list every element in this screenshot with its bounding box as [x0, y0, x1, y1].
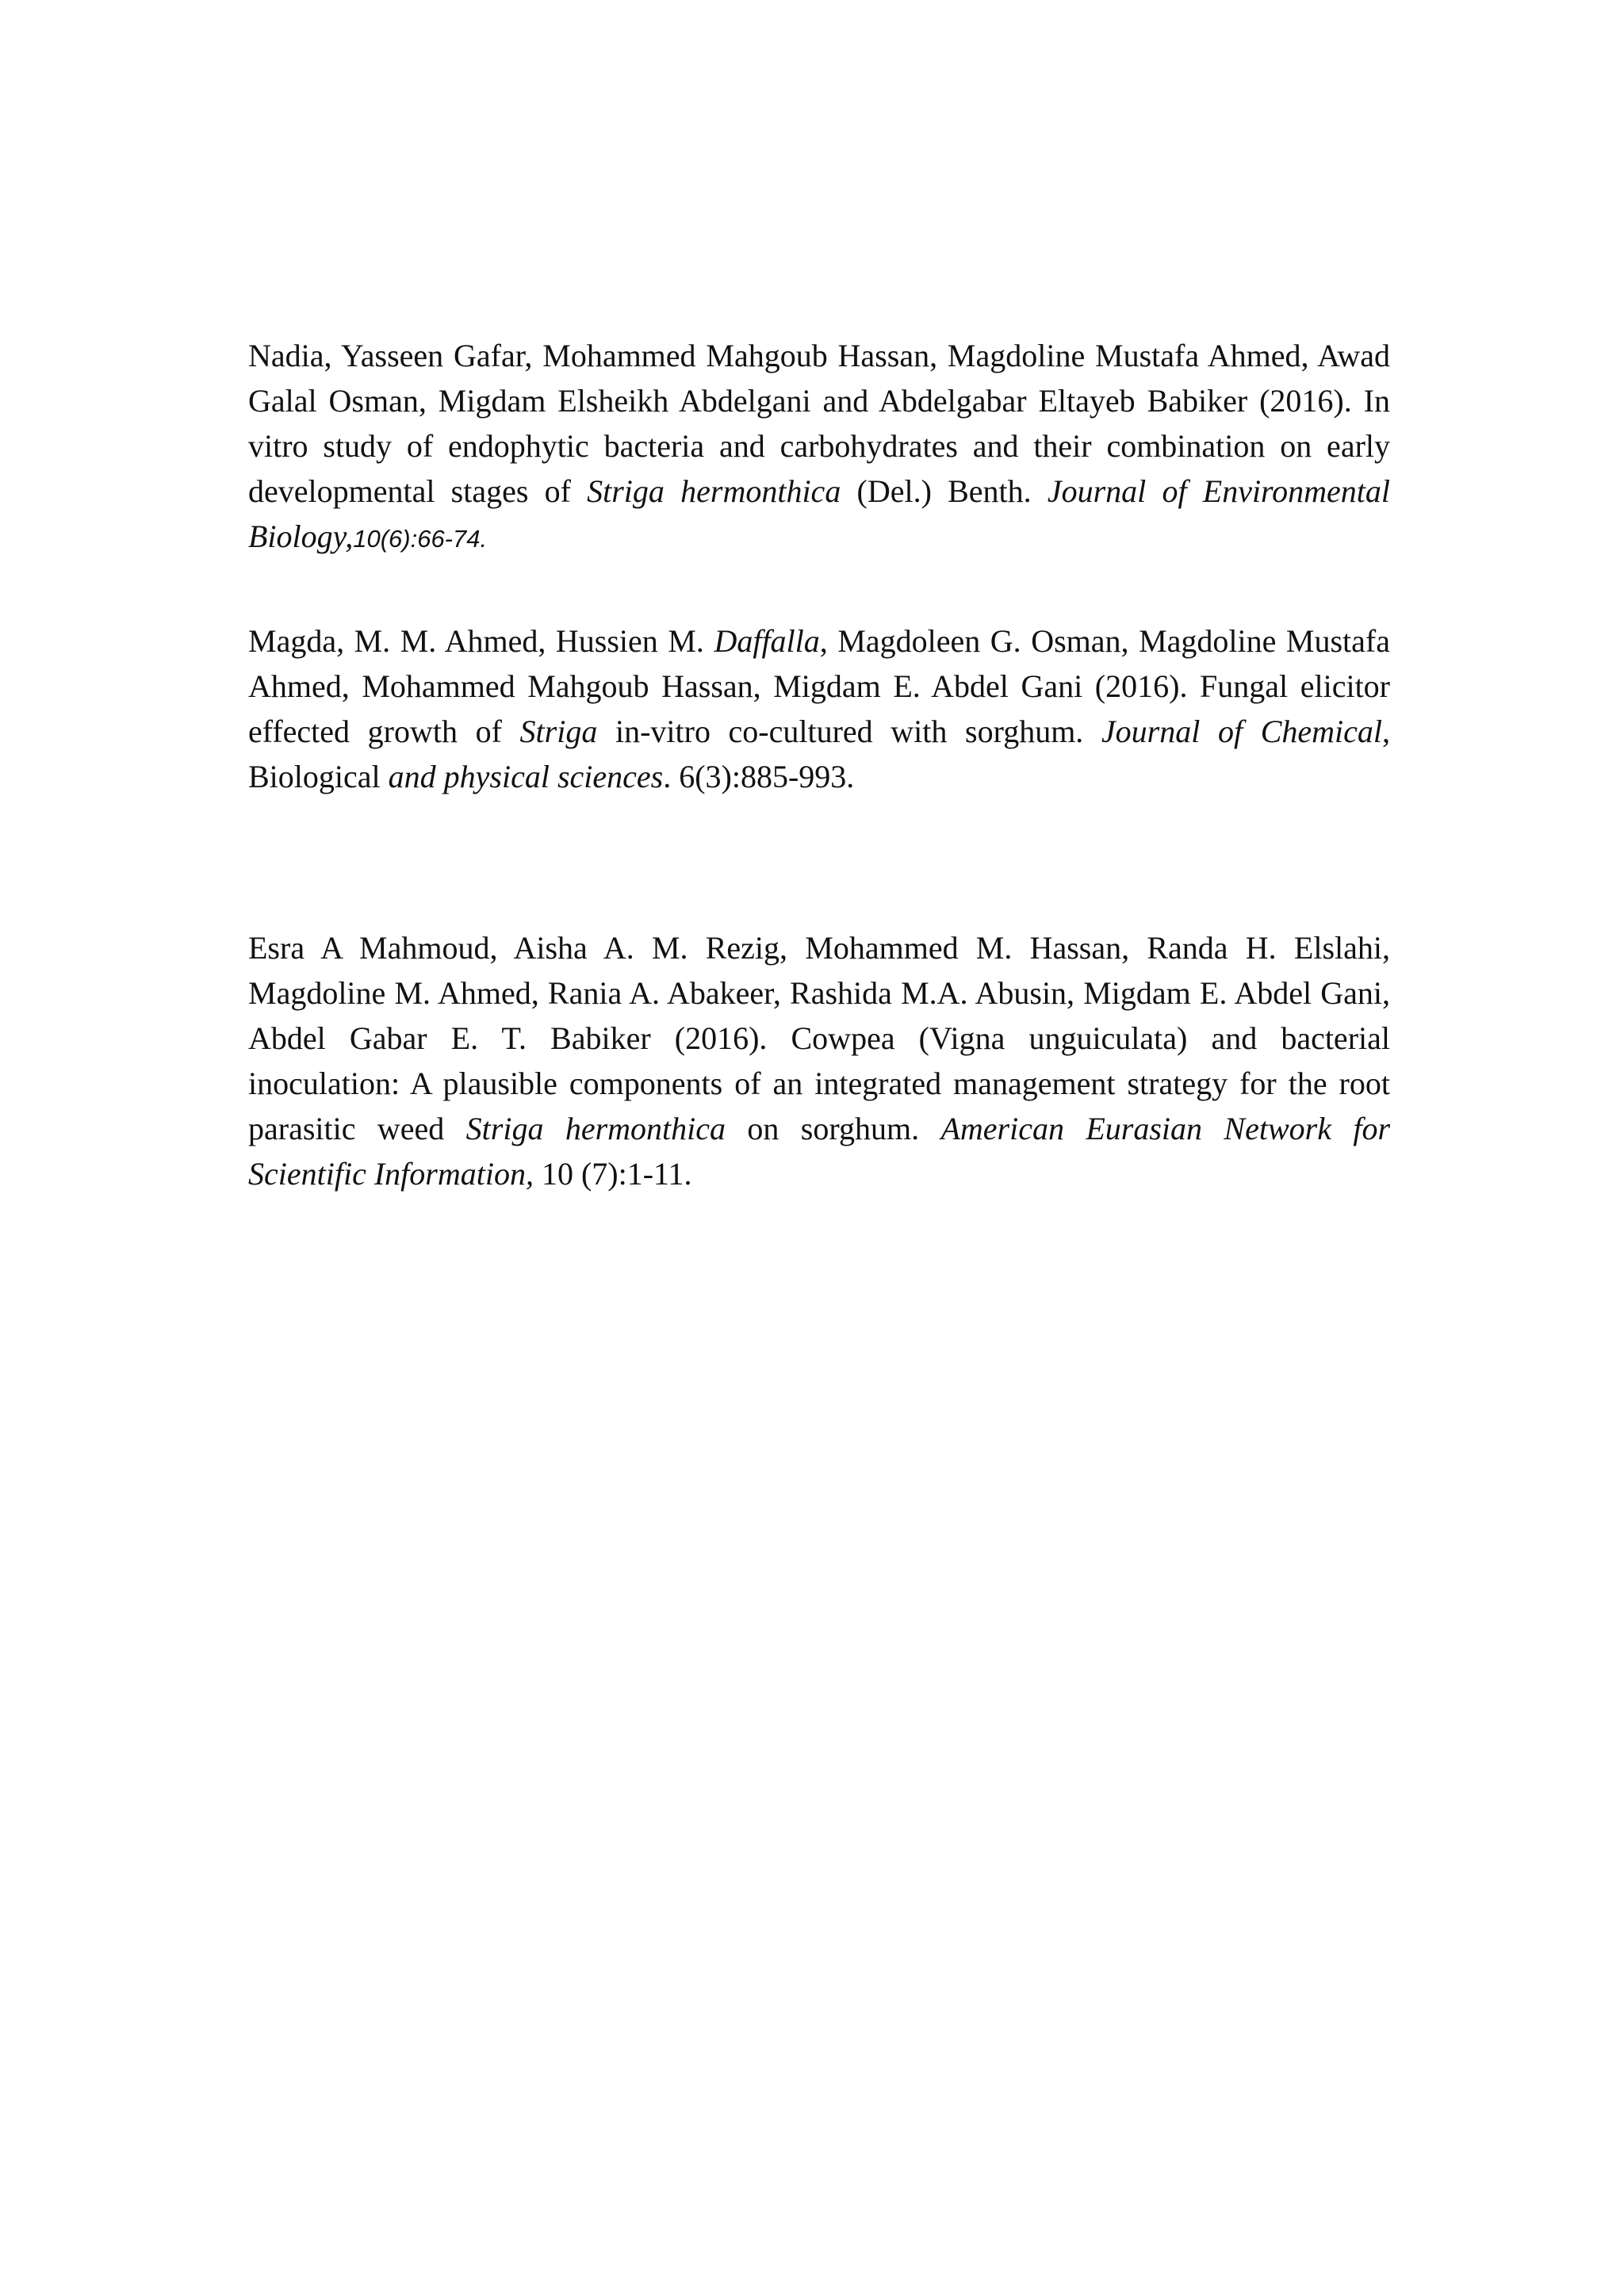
reference-1-journal: Journal of Environmental Biology,	[248, 473, 1391, 554]
reference-1-genus: Striga	[587, 473, 665, 509]
reference-3-after-species: on sorghum.	[726, 1111, 941, 1146]
reference-3-species: Striga hermonthica	[465, 1111, 726, 1146]
reference-1-authors-title: Nadia, Yasseen Gafar, Mohammed Mahgoub Hassan, Magdoline Mustafa Ahmed, Awad Galal Osman, Migdam Elsheikh Abdelgani and Abdelgabar Eltayeb Babiker (2016). In vitro study of endophytic bacteria and carbohydrates and their combination on early developmental stages of	[248, 338, 1390, 509]
reference-2-volume-pages: . 6(3):885-993.	[663, 759, 855, 794]
reference-2-italic-name: Daffalla	[714, 623, 820, 659]
reference-3-authors-title: Esra A Mahmoud, Aisha A. M. Rezig, Mohammed M. Hassan, Randa H. Elslahi, Magdoline M. Ahmed, Rania A. Abakeer, Rashida M.A. Abusin, Migdam E. Abdel Gani, Abdel Gabar E. T. Babiker (2016). Cowpea (Vigna unguiculata) and bacterial inoculation: A plausible components of an integrated management strategy for the root parasitic weed	[248, 930, 1390, 1146]
reference-2-title-rest: in-vitro co-cultured with sorghum.	[597, 714, 1101, 749]
reference-1-volume-pages: 10(6):66-74.	[353, 525, 488, 553]
reference-3-volume-pages: 10 (7):1-11.	[533, 1156, 692, 1192]
reference-1-species: hermonthica	[680, 473, 841, 509]
reference-3-journal: American Eurasian Network for Scientific Information,	[248, 1111, 1391, 1192]
reference-entry-3	[248, 925, 1390, 1196]
reference-entry-1	[248, 333, 1390, 561]
reference-entry-2	[248, 618, 1390, 799]
reference-2-journal-part3: and physical sciences	[388, 759, 664, 794]
reference-1-authority: (Del.) Benth.	[841, 473, 1048, 509]
reference-2-journal-part1: Journal of Chemical	[1101, 714, 1383, 749]
reference-2-authors-start: Magda, M. M. Ahmed, Hussien M.	[248, 623, 714, 659]
reference-2-genus: Striga	[519, 714, 598, 749]
reference-2-authors-rest: , Magdoleen G. Osman, Magdoline Mustafa Ahmed, Mohammed Mahgoub Hassan, Migdam E. Abdel Gani (2016). Fungal elicitor effected growth of	[248, 623, 1390, 749]
reference-2-journal-part2: , Biological	[248, 714, 1391, 794]
